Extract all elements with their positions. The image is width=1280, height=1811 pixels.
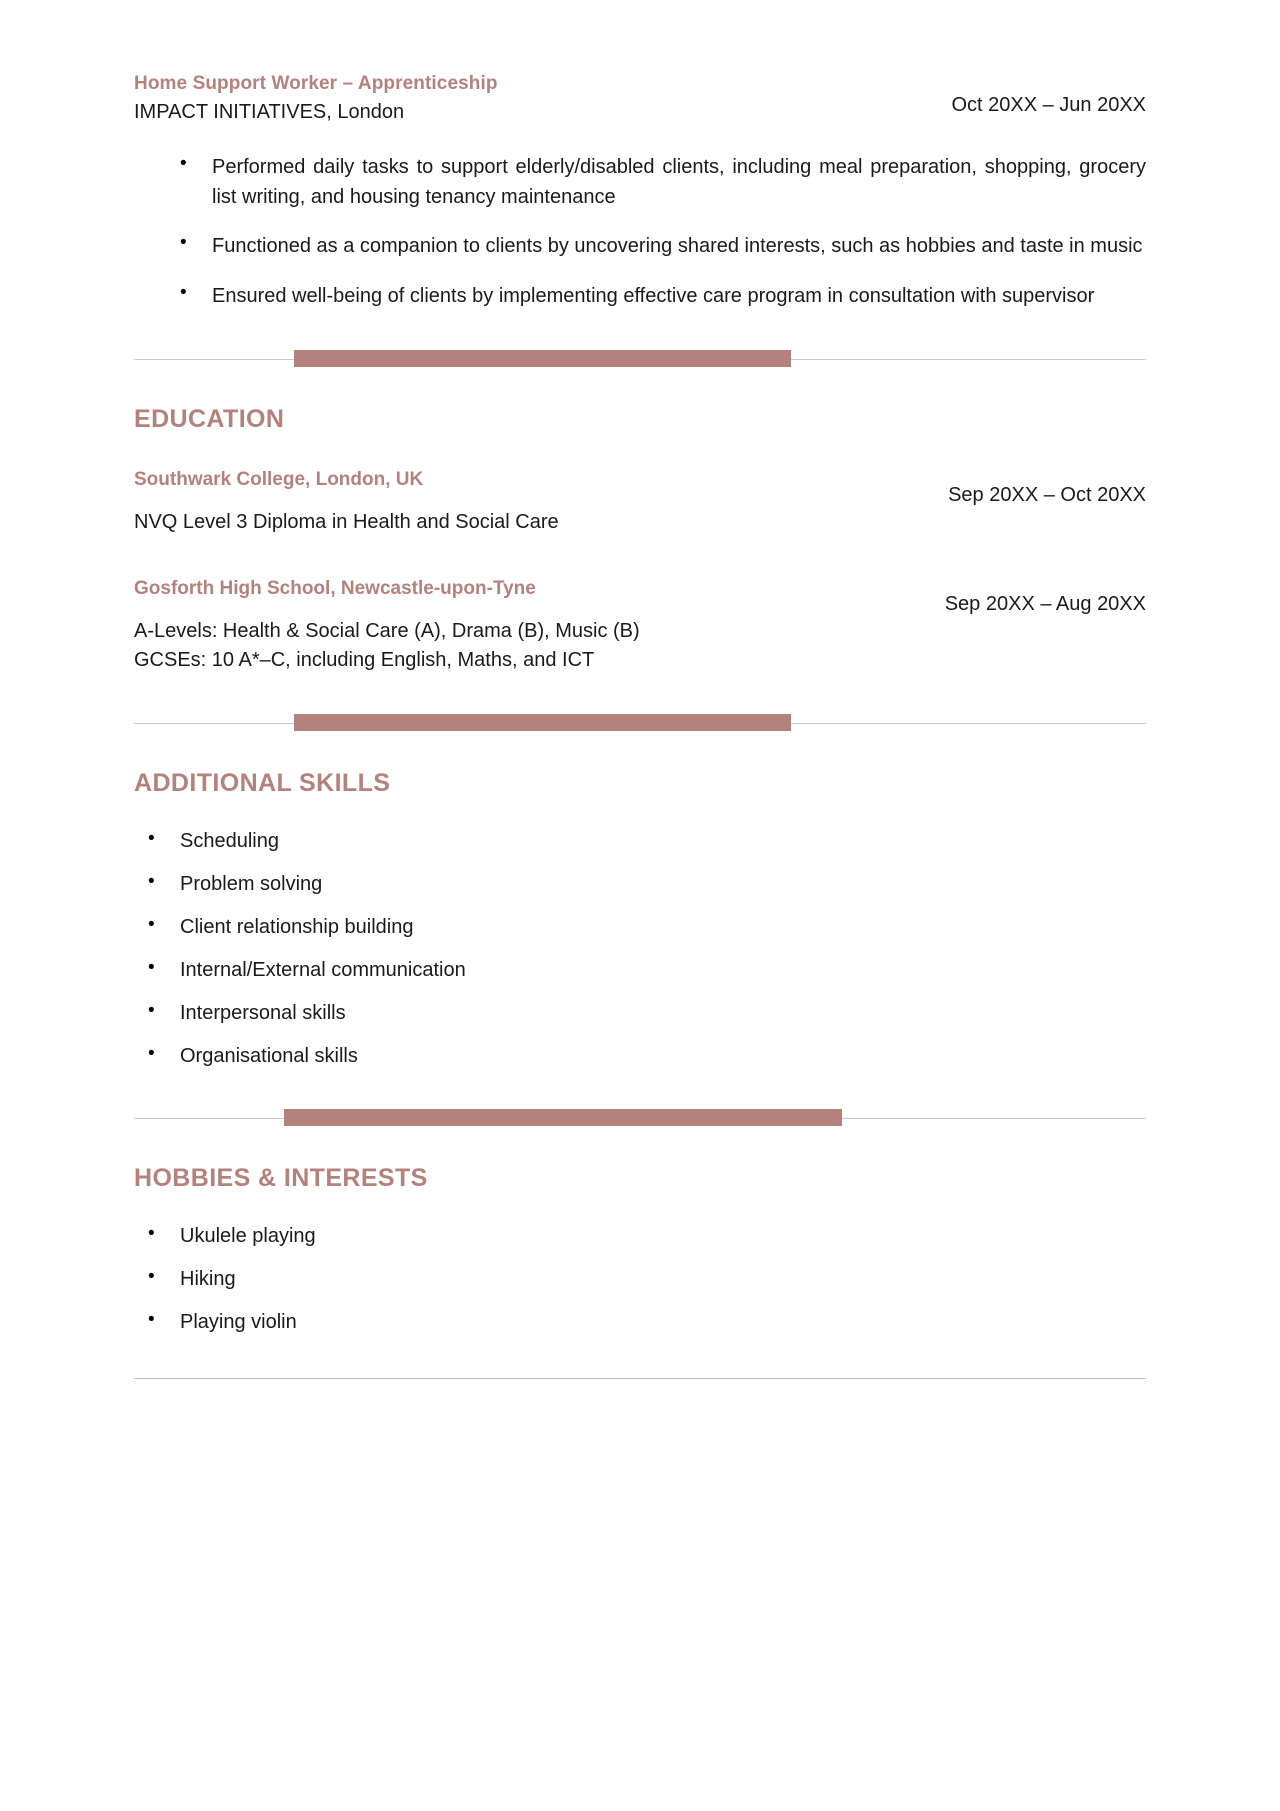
education-entry [134, 468, 1146, 537]
education-entry [134, 577, 1146, 675]
section-divider-hobbies [134, 1106, 1146, 1132]
education-date-range: Sep 20XX – Aug 20XX [944, 592, 1146, 615]
list-item: • Problem solving [134, 871, 1146, 898]
list-item: • Hiking [134, 1266, 1146, 1293]
education-list [134, 468, 1146, 674]
education-detail [134, 508, 1146, 537]
job-company: IMPACT INITIATIVES, London [134, 100, 405, 123]
job-responsibility-list [134, 152, 1146, 312]
list-item: • Client relationship building [134, 914, 1146, 941]
education-heading: EDUCATION [134, 405, 285, 434]
education-date-range: Sep 20XX – Oct 20XX [948, 484, 1146, 507]
job-bullet: • Performed daily tasks to support elderly/disabled clients, including meal preparation, shopping, grocery list writing, and housing tenancy maintenance [134, 152, 1146, 213]
divider-accent-bar [284, 1109, 842, 1126]
hobbies-heading: HOBBIES & INTERESTS [134, 1163, 428, 1192]
divider-accent-bar [294, 350, 791, 367]
job-title: Home Support Worker – Apprenticeship [134, 73, 498, 94]
hobbies-list [134, 1223, 1146, 1336]
education-school-name: Gosforth High School, Newcastle-upon-Tyne [134, 577, 536, 599]
resume-content [134, 0, 1146, 1379]
education-detail-line: NVQ Level 3 Diploma in Health and Social Care [134, 510, 559, 533]
experience-entry-header [134, 72, 1146, 126]
hobbies-section [134, 1132, 1146, 1336]
section-divider-skills [134, 711, 1146, 737]
experience-entry [134, 0, 1146, 311]
list-item: • Playing violin [134, 1309, 1146, 1336]
education-school-name: Southwark College, London, UK [134, 469, 424, 491]
job-date-range: Oct 20XX – Jun 20XX [951, 94, 1146, 116]
list-item: • Scheduling [134, 828, 1146, 855]
education-detail-line: A-Levels: Health & Social Care (A), Drama (B), Music (B) [134, 619, 640, 642]
job-bullet: • Functioned as a companion to clients by uncovering shared interests, such as hobbies and taste in music [134, 231, 1146, 261]
divider-accent-bar [294, 714, 791, 731]
list-item: • Interpersonal skills [134, 1000, 1146, 1027]
additional-skills-list [134, 828, 1146, 1070]
list-item: • Organisational skills [134, 1043, 1146, 1070]
education-detail-line: GCSEs: 10 A*–C, including English, Maths, and ICT [134, 648, 595, 671]
additional-skills-heading: ADDITIONAL SKILLS [134, 768, 391, 797]
list-item: • Internal/External communication [134, 957, 1146, 984]
section-divider-education [134, 347, 1146, 373]
job-bullet: • Ensured well-being of clients by implementing effective care program in consultation with supervisor [134, 281, 1146, 311]
additional-skills-section [134, 737, 1146, 1070]
education-detail [134, 617, 1146, 675]
list-item: • Ukulele playing [134, 1223, 1146, 1250]
footer-rule [134, 1378, 1146, 1379]
education-section [134, 373, 1146, 674]
